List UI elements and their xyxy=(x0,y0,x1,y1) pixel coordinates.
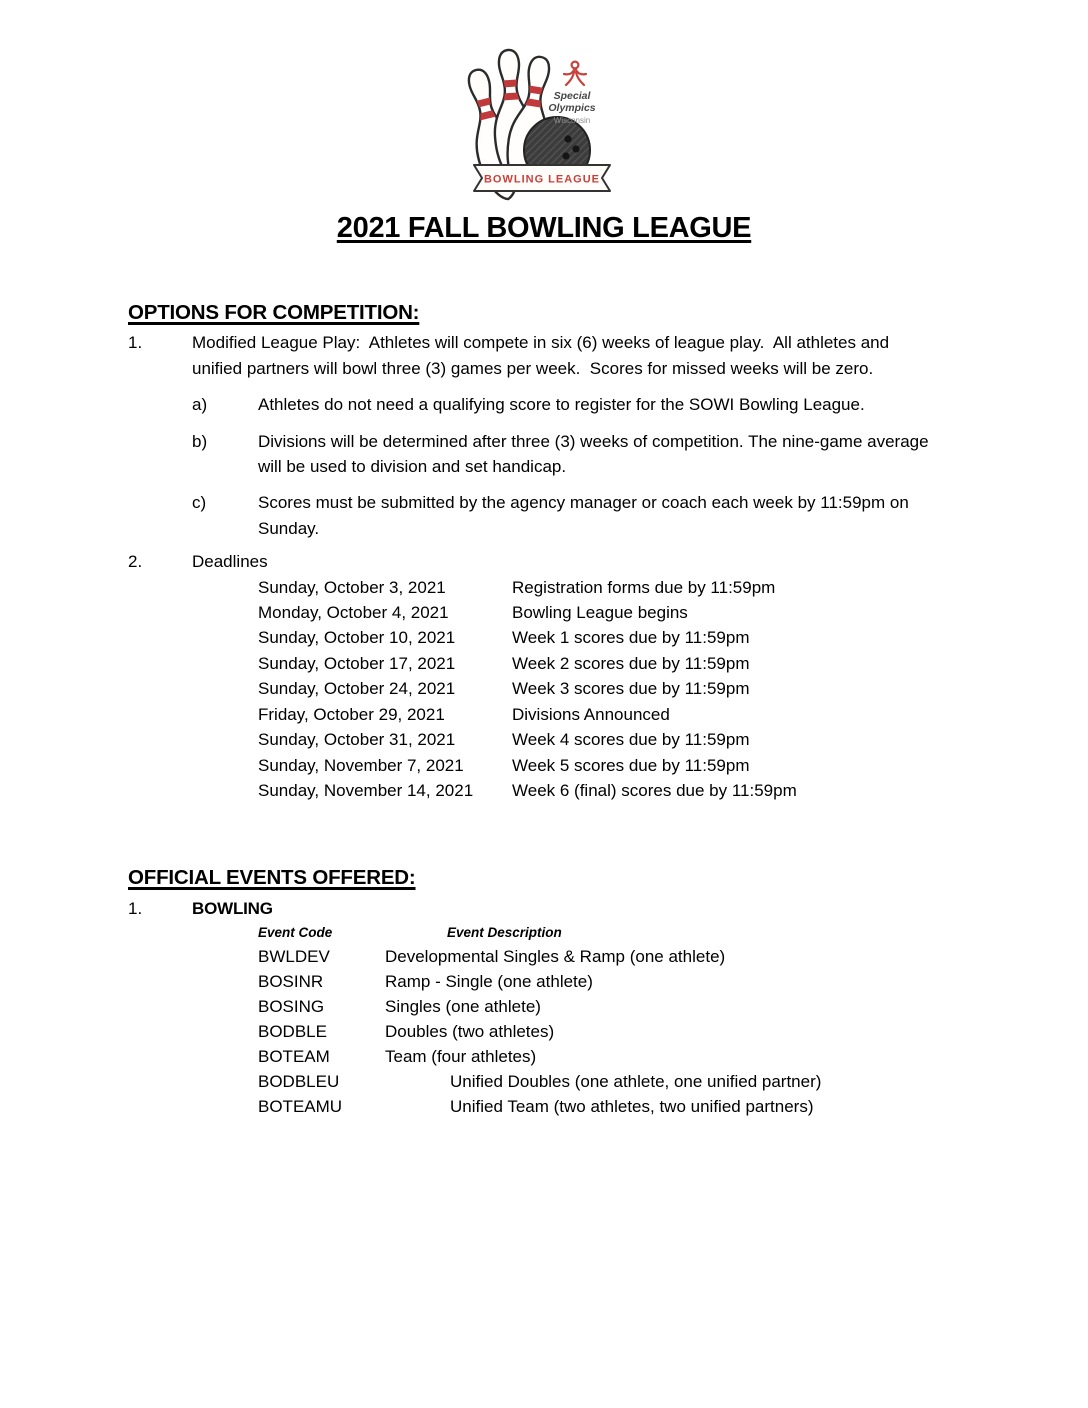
deadline-event: Registration forms due by 11:59pm xyxy=(512,577,776,597)
item-number: 2. xyxy=(128,552,143,572)
sub-item-text: Scores must be submitted by the agency manager or coach each week by 11:59pm on Sunday. xyxy=(258,493,909,538)
deadline-event: Week 2 scores due by 11:59pm xyxy=(512,653,750,673)
sub-item-text: Athletes do not need a qualifying score to register for the SOWI Bowling League. xyxy=(258,395,865,415)
event-row xyxy=(258,1069,968,1094)
event-description: Singles (one athlete) xyxy=(385,997,541,1017)
events-item-1 xyxy=(128,896,968,921)
deadline-date: Sunday, October 31, 2021 xyxy=(258,730,456,750)
deadline-row xyxy=(258,778,968,803)
deadline-row xyxy=(258,753,968,778)
event-description: Unified Doubles (one athlete, one unified partner) xyxy=(450,1072,822,1092)
sub-item-text: Divisions will be determined after three (3) weeks of competition. The nine-game average will be used to division and set handicap. xyxy=(258,431,929,477)
event-description: Team (four athletes) xyxy=(385,1047,537,1067)
deadline-event: Week 5 scores due by 11:59pm xyxy=(512,755,750,775)
column-header-event-description: Event Description xyxy=(447,925,562,941)
deadline-event: Week 1 scores due by 11:59pm xyxy=(512,628,750,648)
event-description: Doubles (two athletes) xyxy=(385,1022,555,1042)
event-code: BOSINR xyxy=(258,972,324,992)
events-section xyxy=(128,865,968,1119)
sub-item-c xyxy=(192,490,968,541)
org-name-line2: Olympics xyxy=(548,102,596,114)
bowling-league-logo-graphic xyxy=(444,44,644,216)
deadline-event: Bowling League begins xyxy=(512,603,688,623)
item-number: 1. xyxy=(128,333,143,353)
sub-item-label: b) xyxy=(192,431,208,451)
event-row xyxy=(258,944,968,969)
document-body xyxy=(128,300,968,1119)
sport-label: BOWLING xyxy=(192,898,273,918)
deadlines-table xyxy=(258,575,968,804)
events-table-header xyxy=(258,921,968,944)
event-code: BOTEAM xyxy=(258,1047,330,1067)
event-code: BODBLEU xyxy=(258,1072,340,1092)
options-section-heading: OPTIONS FOR COMPETITION: xyxy=(128,301,420,324)
org-name-line1: Special xyxy=(553,90,591,102)
special-olympics-icon xyxy=(564,62,586,85)
item-number: 1. xyxy=(128,898,143,918)
deadline-row xyxy=(258,727,968,752)
deadline-row xyxy=(258,625,968,650)
deadline-date: Sunday, October 10, 2021 xyxy=(258,628,456,648)
deadline-date: Monday, October 4, 2021 xyxy=(258,603,449,623)
page-title: 2021 FALL BOWLING LEAGUE xyxy=(336,212,752,244)
event-code: BWLDEV xyxy=(258,947,330,967)
deadline-event: Divisions Announced xyxy=(512,704,670,724)
deadline-row xyxy=(258,575,968,600)
deadline-date: Sunday, November 14, 2021 xyxy=(258,780,474,800)
banner-text: BOWLING LEAGUE xyxy=(483,173,601,186)
events-section-heading: OFFICIAL EVENTS OFFERED: xyxy=(128,866,416,890)
banner-ribbon xyxy=(474,165,610,191)
deadline-event: Week 3 scores due by 11:59pm xyxy=(512,679,750,699)
deadline-row xyxy=(258,651,968,676)
sub-item-b xyxy=(192,429,968,480)
sub-item-a xyxy=(192,392,968,417)
events-table xyxy=(258,921,968,1119)
event-row xyxy=(258,994,968,1019)
event-row xyxy=(258,1019,968,1044)
deadlines-label: Deadlines xyxy=(192,552,268,572)
event-description: Unified Team (two athletes, two unified partners) xyxy=(450,1097,814,1117)
column-header-event-code: Event Code xyxy=(258,925,333,941)
deadline-date: Friday, October 29, 2021 xyxy=(258,704,445,724)
deadline-date: Sunday, October 17, 2021 xyxy=(258,653,456,673)
org-region: Wisconsin xyxy=(553,116,591,125)
bowling-league-logo xyxy=(444,44,644,216)
event-description: Developmental Singles & Ramp (one athlete) xyxy=(385,947,726,967)
event-description: Ramp - Single (one athlete) xyxy=(385,972,593,992)
deadline-date: Sunday, October 3, 2021 xyxy=(258,577,446,597)
deadline-date: Sunday, November 7, 2021 xyxy=(258,755,464,775)
deadline-date: Sunday, October 24, 2021 xyxy=(258,679,456,699)
option-item-2 xyxy=(128,549,968,574)
sub-item-label: a) xyxy=(192,395,208,415)
option-item-1 xyxy=(128,330,968,381)
event-code: BOSING xyxy=(258,997,325,1017)
event-row xyxy=(258,1044,968,1069)
event-code: BODBLE xyxy=(258,1022,327,1042)
event-row xyxy=(258,969,968,994)
event-code: BOTEAMU xyxy=(258,1097,343,1117)
deadline-row xyxy=(258,676,968,701)
item-text: Modified League Play: Athletes will compete in six (6) weeks of league play. All athletes and unified partners will bowl three (3) games per week. Scores for missed weeks will be zero. xyxy=(192,333,890,378)
deadline-event: Week 4 scores due by 11:59pm xyxy=(512,730,750,750)
deadline-row xyxy=(258,702,968,727)
deadline-event: Week 6 (final) scores due by 11:59pm xyxy=(512,780,797,800)
deadline-row xyxy=(258,600,968,625)
event-row xyxy=(258,1094,968,1119)
sub-item-label: c) xyxy=(192,493,207,513)
